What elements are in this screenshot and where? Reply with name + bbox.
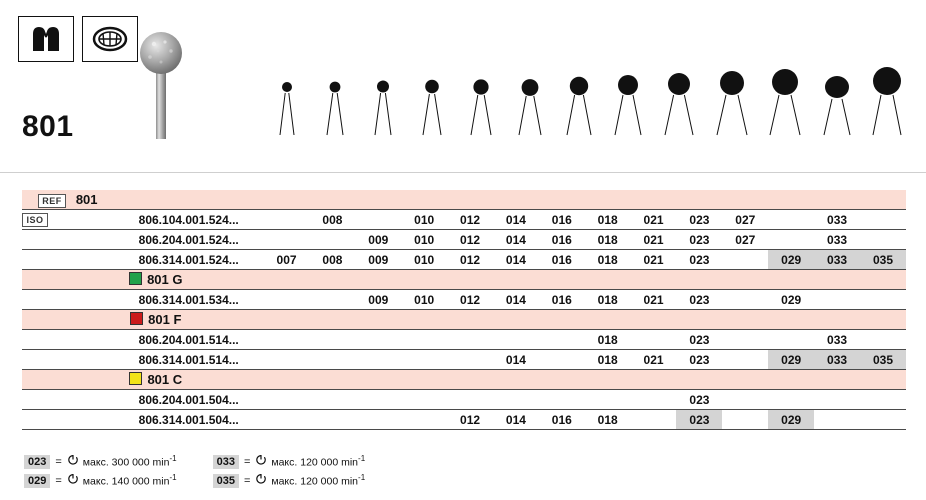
size-cell-033: 033	[814, 250, 860, 270]
size-cell-035	[860, 210, 906, 230]
size-cell-033: 033	[814, 230, 860, 250]
article-code: 806.314.001.504...	[114, 410, 264, 430]
size-cell-023: 023	[676, 350, 722, 370]
size-cell-007: 007	[264, 250, 310, 270]
size-cell-018: 018	[585, 210, 631, 230]
footnote-text: макс. 300 000 $\min^{-1}$	[82, 454, 177, 469]
article-code: 806.314.001.534...	[114, 290, 264, 310]
max-speed-icon	[255, 454, 267, 469]
size-cell-010	[401, 350, 447, 370]
size-cell-029	[768, 330, 814, 350]
bur-size-010	[416, 73, 448, 142]
size-cell-029: 029	[768, 250, 814, 270]
group-name: 801 C	[147, 372, 183, 387]
size-cell-008	[309, 390, 355, 410]
size-cell-014	[493, 390, 539, 410]
size-cell-018: 018	[585, 350, 631, 370]
size-cell-007	[264, 390, 310, 410]
table-row	[22, 390, 906, 410]
bur-size-033	[862, 61, 912, 142]
article-code: 806.204.001.514...	[114, 330, 264, 350]
size-cell-027	[722, 390, 768, 410]
group-name: 801 F	[148, 312, 182, 327]
color-swatch-red	[130, 312, 143, 325]
footnote-row	[24, 452, 365, 471]
bur-size-027	[762, 63, 808, 142]
table-group-header-801c	[22, 370, 906, 390]
size-cell-023: 023	[676, 290, 722, 310]
size-cell-007	[264, 410, 310, 430]
size-cell-008	[309, 290, 355, 310]
size-cell-010	[401, 330, 447, 350]
size-cell-010	[401, 410, 447, 430]
bur-size-016	[560, 71, 598, 142]
bur-size-029	[814, 65, 860, 142]
size-cell-029	[768, 230, 814, 250]
table-row	[22, 210, 906, 230]
size-cell-027	[722, 290, 768, 310]
iso-tag: ISO	[22, 213, 47, 227]
tooth-shape-icon	[18, 16, 74, 62]
size-cell-008	[309, 410, 355, 430]
size-chart-table	[22, 190, 906, 430]
size-cell-008	[309, 330, 355, 350]
size-cell-012: 012	[447, 210, 493, 230]
size-cell-009	[355, 390, 401, 410]
footnote-code: 029	[24, 474, 50, 488]
size-cell-012: 012	[447, 290, 493, 310]
size-cell-035	[860, 290, 906, 310]
size-cell-012: 012	[447, 250, 493, 270]
size-cell-009: 009	[355, 250, 401, 270]
bur-size-021	[658, 67, 700, 142]
size-cell-021	[631, 410, 677, 430]
size-cell-035	[860, 230, 906, 250]
footnote-code: 023	[24, 455, 50, 469]
footnote-equals: =	[55, 474, 62, 487]
footnote-029	[24, 473, 177, 488]
size-cell-023: 023	[676, 250, 722, 270]
size-cell-016: 016	[539, 250, 585, 270]
size-cell-016	[539, 390, 585, 410]
table-row	[22, 250, 906, 270]
article-code: 806.104.001.524...	[114, 210, 264, 230]
bur-size-007	[272, 73, 302, 142]
table-row	[22, 330, 906, 350]
size-cell-012: 012	[447, 230, 493, 250]
size-cell-007	[264, 230, 310, 250]
size-cell-012: 012	[447, 410, 493, 430]
bur-lead-illustration	[138, 31, 184, 146]
size-cell-012	[447, 330, 493, 350]
size-cell-033	[814, 410, 860, 430]
size-cell-023: 023	[676, 230, 722, 250]
footnote-equals: =	[243, 455, 251, 468]
table-group-header-801f	[22, 310, 906, 330]
article-code: 806.314.001.514...	[114, 350, 264, 370]
size-cell-016: 016	[539, 290, 585, 310]
size-cell-010: 010	[401, 230, 447, 250]
size-cell-009	[355, 350, 401, 370]
size-cell-014: 014	[493, 290, 539, 310]
size-cell-027	[722, 330, 768, 350]
size-cell-027	[722, 350, 768, 370]
size-cell-009: 009	[355, 230, 401, 250]
size-cell-009	[355, 330, 401, 350]
size-cell-009: 009	[355, 290, 401, 310]
footnotes	[24, 452, 365, 490]
size-cell-014	[493, 330, 539, 350]
footnote-035	[213, 473, 366, 488]
size-cell-014: 014	[493, 410, 539, 430]
table-row	[22, 290, 906, 310]
size-cell-008	[309, 230, 355, 250]
ref-tag: REF	[38, 194, 66, 208]
size-cell-014: 014	[493, 350, 539, 370]
ref-value: 801	[75, 191, 98, 207]
size-cell-021	[631, 390, 677, 410]
table-row	[22, 230, 906, 250]
iso-tag-cell	[22, 210, 48, 230]
max-speed-icon	[67, 454, 79, 469]
size-cell-023: 023	[676, 330, 722, 350]
size-cell-027: 027	[722, 230, 768, 250]
size-cell-014: 014	[493, 250, 539, 270]
size-cell-029	[768, 210, 814, 230]
size-cell-021: 021	[631, 210, 677, 230]
article-code: 806.204.001.524...	[114, 230, 264, 250]
bur-size-012	[464, 73, 498, 142]
size-cell-029: 029	[768, 290, 814, 310]
size-cell-016	[539, 350, 585, 370]
size-cell-009	[355, 210, 401, 230]
size-cell-009	[355, 410, 401, 430]
size-cell-021	[631, 330, 677, 350]
footnote-row	[24, 471, 365, 490]
size-cell-021: 021	[631, 250, 677, 270]
group-name: 801 G	[147, 272, 183, 287]
size-cell-027	[722, 250, 768, 270]
size-cell-029: 029	[768, 410, 814, 430]
bur-size-014	[512, 73, 548, 142]
ref-tag-cell	[22, 190, 114, 210]
size-cell-007	[264, 350, 310, 370]
footnote-equals: =	[55, 455, 62, 468]
article-code: 806.204.001.504...	[114, 390, 264, 410]
size-cell-021: 021	[631, 350, 677, 370]
table-row	[22, 410, 906, 430]
size-cell-023: 023	[676, 210, 722, 230]
size-cell-021: 021	[631, 230, 677, 250]
bur-size-009	[368, 73, 398, 142]
color-swatch-green	[129, 272, 142, 285]
size-cell-033	[814, 390, 860, 410]
size-cell-007	[264, 330, 310, 350]
footnote-023	[24, 454, 177, 469]
size-cell-035	[860, 390, 906, 410]
size-cell-010: 010	[401, 290, 447, 310]
size-cell-010: 010	[401, 210, 447, 230]
size-cell-018: 018	[585, 290, 631, 310]
group-label-cell	[48, 310, 264, 330]
size-cell-008: 008	[309, 250, 355, 270]
illustration-area	[0, 0, 926, 173]
bur-size-018	[608, 69, 648, 142]
table-row	[22, 350, 906, 370]
size-cell-010	[401, 390, 447, 410]
color-swatch-yellow	[129, 372, 142, 385]
max-speed-icon	[67, 473, 79, 488]
article-code: 806.314.001.524...	[114, 250, 264, 270]
size-cell-018	[585, 390, 631, 410]
group-label-cell	[48, 270, 264, 290]
footnote-code: 035	[213, 474, 239, 488]
size-cell-007	[264, 290, 310, 310]
bur-illustration-row	[120, 0, 916, 170]
size-cell-016	[539, 330, 585, 350]
size-cell-018: 018	[585, 230, 631, 250]
size-cell-016: 016	[539, 210, 585, 230]
size-cell-035	[860, 330, 906, 350]
size-cell-018: 018	[585, 410, 631, 430]
bur-size-008	[320, 73, 350, 142]
size-cell-016: 016	[539, 410, 585, 430]
size-cell-008: 008	[309, 210, 355, 230]
size-cell-014: 014	[493, 210, 539, 230]
size-cell-023: 023	[676, 390, 722, 410]
table-group-header-801g	[22, 270, 906, 290]
table-row-ref-header	[22, 190, 906, 210]
group-label-cell	[48, 370, 264, 390]
footnote-code: 033	[213, 455, 239, 469]
size-cell-035: 035	[860, 350, 906, 370]
size-cell-029: 029	[768, 350, 814, 370]
footnote-equals: =	[243, 474, 251, 487]
size-cell-035: 035	[860, 250, 906, 270]
size-cell-014: 014	[493, 230, 539, 250]
size-cell-018: 018	[585, 330, 631, 350]
footnote-text: макс. 120 000 $\min^{-1}$	[271, 454, 366, 469]
max-speed-icon	[255, 473, 267, 488]
size-cell-007	[264, 210, 310, 230]
footnote-text: макс. 120 000 $\min^{-1}$	[271, 473, 366, 488]
size-cell-033: 033	[814, 210, 860, 230]
size-cell-021: 021	[631, 290, 677, 310]
size-cell-027: 027	[722, 210, 768, 230]
size-cell-027	[722, 410, 768, 430]
size-cell-012	[447, 390, 493, 410]
footnote-033	[213, 454, 366, 469]
series-number: 801	[22, 110, 74, 143]
size-cell-023: 023	[676, 410, 722, 430]
size-cell-012	[447, 350, 493, 370]
size-cell-033: 033	[814, 330, 860, 350]
size-cell-016: 016	[539, 230, 585, 250]
bur-size-023	[710, 65, 754, 142]
size-cell-035	[860, 410, 906, 430]
size-cell-010: 010	[401, 250, 447, 270]
footnote-text: макс. 140 000 $\min^{-1}$	[82, 473, 177, 488]
size-cell-033	[814, 290, 860, 310]
bur-size-035	[916, 59, 926, 142]
size-cell-029	[768, 390, 814, 410]
size-cell-018: 018	[585, 250, 631, 270]
size-cell-008	[309, 350, 355, 370]
size-cell-033: 033	[814, 350, 860, 370]
